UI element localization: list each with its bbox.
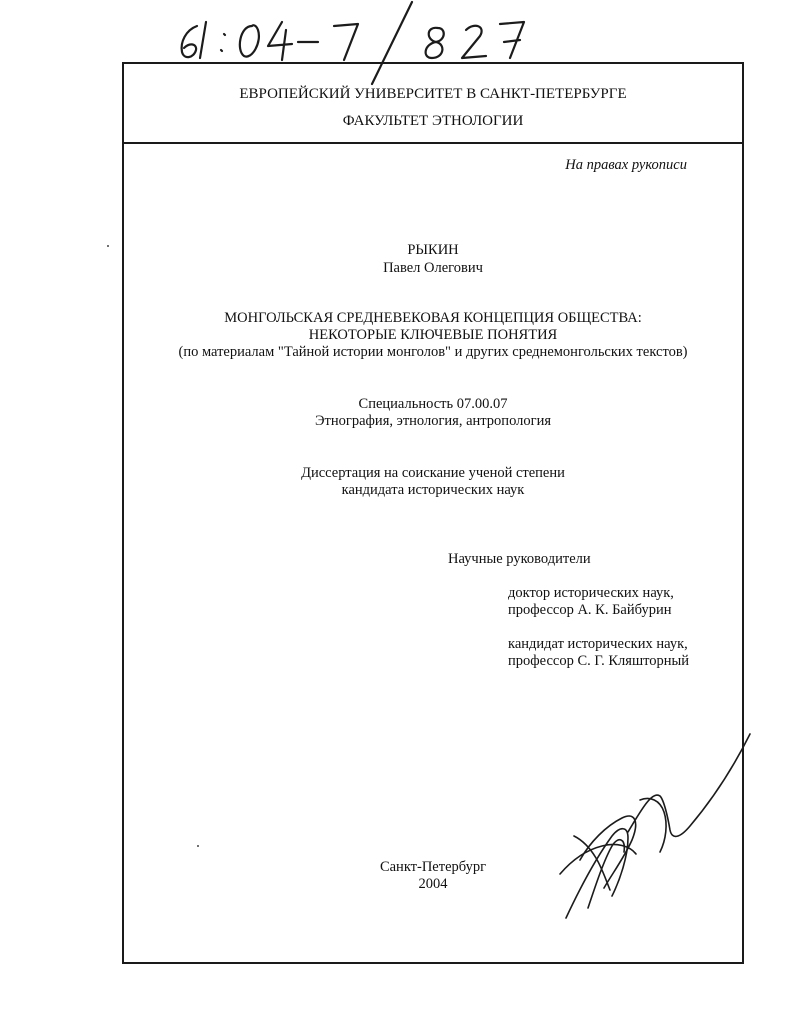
faculty-name: ФАКУЛЬТЕТ ЭТНОЛОГИИ [342,113,524,129]
supervisor-1-name: профессор А. К. Байбурин [508,602,672,618]
degree-line1: Диссертация на соискание ученой степени [301,465,565,481]
dissertation-subtitle: (по материалам "Тайной истории монголов" и других среднемонгольских текстов) [178,344,688,360]
footer-year: 2004 [418,876,448,892]
dissertation-title-line2: НЕКОТОРЫЕ КЛЮЧЕВЫЕ ПОНЯТИЯ [308,327,558,343]
scan-speck [197,845,199,847]
dissertation-title-line1: МОНГОЛЬСКАЯ СРЕДНЕВЕКОВАЯ КОНЦЕПЦИЯ ОБЩЕСТВА: [224,310,642,326]
specialty-code: Специальность 07.00.07 [358,396,508,412]
scan-speck [107,245,109,247]
supervisor-2-degree: кандидат исторических наук, [508,636,688,652]
specialty-name: Этнография, этнология, антропология [314,413,551,429]
rights-note: На правах рукописи [565,157,687,173]
supervisors-heading: Научные руководители [448,551,591,567]
author-given-names: Павел Олегович [383,260,483,276]
author-surname: РЫКИН [407,242,459,258]
university-name: ЕВРОПЕЙСКИЙ УНИВЕРСИТЕТ В САНКТ-ПЕТЕРБУРГЕ [239,86,627,102]
footer-city: Санкт-Петербург [379,859,487,875]
supervisor-1-degree: доктор исторических наук, [508,585,674,601]
supervisor-2-name: профессор С. Г. Кляшторный [508,653,690,669]
degree-line2: кандидата исторических наук [341,482,525,498]
